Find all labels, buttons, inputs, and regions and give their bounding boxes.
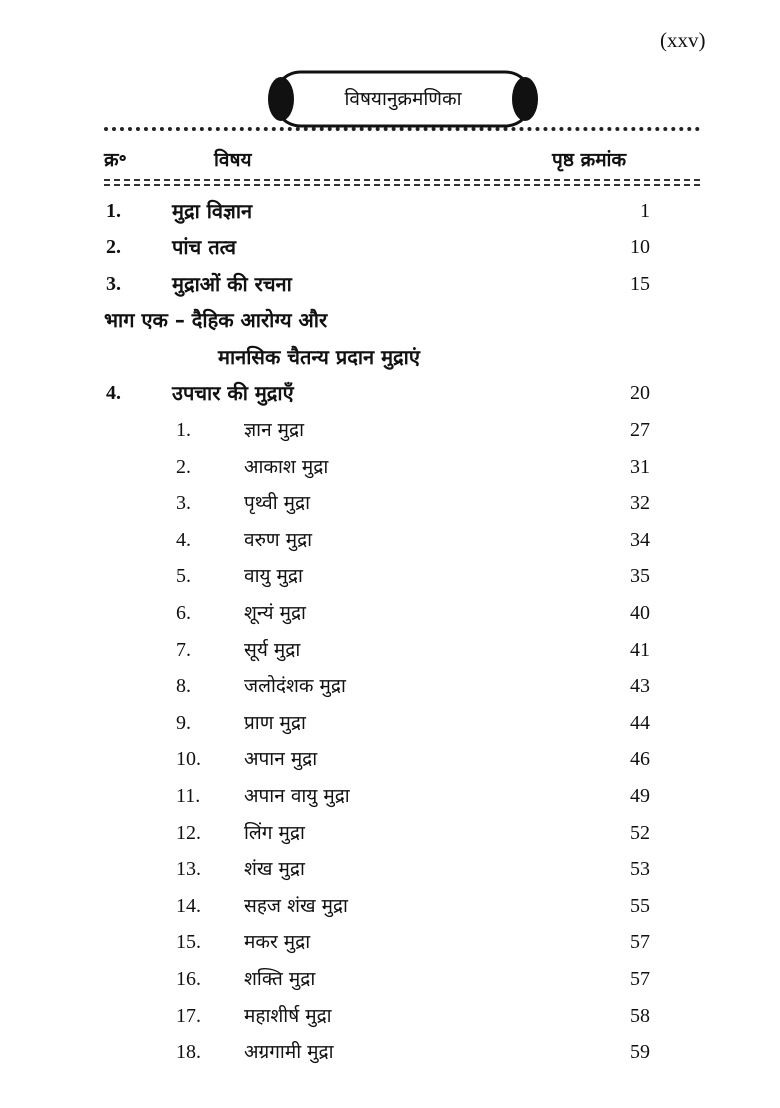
- subentry-number: 15.: [176, 931, 201, 953]
- subentry-number: 6.: [176, 602, 191, 624]
- toc-subentry: [0, 487, 780, 519]
- toc-entry: [0, 268, 780, 300]
- subentry-number: 14.: [176, 895, 201, 917]
- subentry-title: ज्ञान मुद्रा: [244, 419, 305, 441]
- subentry-title: अग्रगामी मुद्रा: [244, 1041, 334, 1063]
- subentry-number: 13.: [176, 858, 201, 880]
- subentry-title: शक्ति मुद्रा: [244, 968, 316, 990]
- subentry-page: 59: [630, 1041, 650, 1063]
- subentry-number: 4.: [176, 529, 191, 551]
- subentry-title: सहज शंख मुद्रा: [244, 895, 348, 917]
- subentry-number: 17.: [176, 1005, 201, 1027]
- toc-subentry: [0, 817, 780, 849]
- subentry-page: 43: [630, 675, 650, 697]
- toc-subentry: [0, 634, 780, 666]
- toc-subentry: [0, 1000, 780, 1032]
- toc-subentry: [0, 780, 780, 812]
- subentry-title: आकाश मुद्रा: [244, 456, 329, 478]
- subentry-page: 57: [630, 968, 650, 990]
- subentry-page: 35: [630, 565, 650, 587]
- header-divider-top: [104, 179, 700, 181]
- toc-subentry: [0, 414, 780, 446]
- subentry-title: वायु मुद्रा: [244, 565, 303, 587]
- subentry-number: 12.: [176, 822, 201, 844]
- entry-page: 15: [630, 273, 650, 295]
- entry-page: 20: [630, 382, 650, 404]
- entry-title: मुद्राओं की रचना: [172, 272, 292, 296]
- subentry-page: 55: [630, 895, 650, 917]
- entry-number: 3.: [106, 273, 121, 295]
- subentry-title: अपान मुद्रा: [244, 748, 318, 770]
- subentry-page: 52: [630, 822, 650, 844]
- subentry-page: 27: [630, 419, 650, 441]
- toc-subentry: [0, 1036, 780, 1068]
- subentry-number: 7.: [176, 639, 191, 661]
- subentry-page: 57: [630, 931, 650, 953]
- entry-page: 10: [630, 236, 650, 258]
- subentry-number: 5.: [176, 565, 191, 587]
- subentry-number: 2.: [176, 456, 191, 478]
- entry-number: 2.: [106, 236, 121, 258]
- subentry-page: 41: [630, 639, 650, 661]
- toc-title: विषयानुक्रमणिका: [344, 88, 462, 110]
- toc-subentry: [0, 560, 780, 592]
- entry-number: 1.: [106, 200, 121, 222]
- entry-title: उपचार की मुद्राएँ: [172, 381, 294, 405]
- toc-subentry: [0, 926, 780, 958]
- subentry-title: लिंग मुद्रा: [244, 822, 305, 844]
- toc-entry: [0, 231, 780, 263]
- part-heading-line2: मानसिक चैतन्य प्रदान मुद्राएं: [218, 345, 420, 369]
- toc-entry: [0, 377, 780, 409]
- entry-number: 4.: [106, 382, 121, 404]
- toc-subentry: [0, 963, 780, 995]
- subentry-title: महाशीर्ष मुद्रा: [244, 1005, 332, 1027]
- subentry-title: मकर मुद्रा: [244, 931, 311, 953]
- subentry-number: 9.: [176, 712, 191, 734]
- toc-subentry: [0, 670, 780, 702]
- subentry-title: अपान वायु मुद्रा: [244, 785, 350, 807]
- subentry-number: 10.: [176, 748, 201, 770]
- title-frame: [264, 70, 542, 128]
- toc-subentry: [0, 707, 780, 739]
- subentry-page: 46: [630, 748, 650, 770]
- subentry-title: वरुण मुद्रा: [244, 529, 313, 551]
- toc-subentry: [0, 524, 780, 556]
- subentry-page: 44: [630, 712, 650, 734]
- subentry-number: 1.: [176, 419, 191, 441]
- toc-entry: [0, 195, 780, 227]
- subentry-title: जलोदंशक मुद्रा: [244, 675, 346, 697]
- page-number: (xxv): [660, 28, 706, 52]
- header-serial: क्र॰: [104, 149, 127, 171]
- entry-page: 1: [640, 200, 650, 222]
- subentry-number: 16.: [176, 968, 201, 990]
- subentry-number: 11.: [176, 785, 201, 807]
- subentry-page: 53: [630, 858, 650, 880]
- subentry-title: पृथ्वी मुद्रा: [244, 492, 311, 514]
- header-divider-bottom: [104, 184, 700, 186]
- entry-title: पांच तत्व: [172, 235, 237, 259]
- dotted-divider: [104, 127, 700, 131]
- subentry-page: 40: [630, 602, 650, 624]
- toc-subentry: [0, 597, 780, 629]
- subentry-number: 3.: [176, 492, 191, 514]
- subentry-page: 49: [630, 785, 650, 807]
- header-subject: विषय: [214, 149, 252, 171]
- subentry-title: प्राण मुद्रा: [244, 712, 306, 734]
- subentry-title: शंख मुद्रा: [244, 858, 305, 880]
- subentry-number: 8.: [176, 675, 191, 697]
- toc-subentry: [0, 890, 780, 922]
- subentry-page: 32: [630, 492, 650, 514]
- subentry-title: सूर्य मुद्रा: [244, 639, 301, 661]
- subentry-page: 31: [630, 456, 650, 478]
- toc-subentry: [0, 743, 780, 775]
- toc-subentry: [0, 853, 780, 885]
- entry-title: मुद्रा विज्ञान: [172, 199, 253, 223]
- header-page: पृष्ठ क्रमांक: [552, 149, 627, 171]
- toc-subentry: [0, 451, 780, 483]
- subentry-title: शून्यं मुद्रा: [244, 602, 306, 624]
- subentry-page: 58: [630, 1005, 650, 1027]
- subentry-page: 34: [630, 529, 650, 551]
- subentry-number: 18.: [176, 1041, 201, 1063]
- part-heading-line1: भाग एक – दैहिक आरोग्य और: [104, 308, 328, 332]
